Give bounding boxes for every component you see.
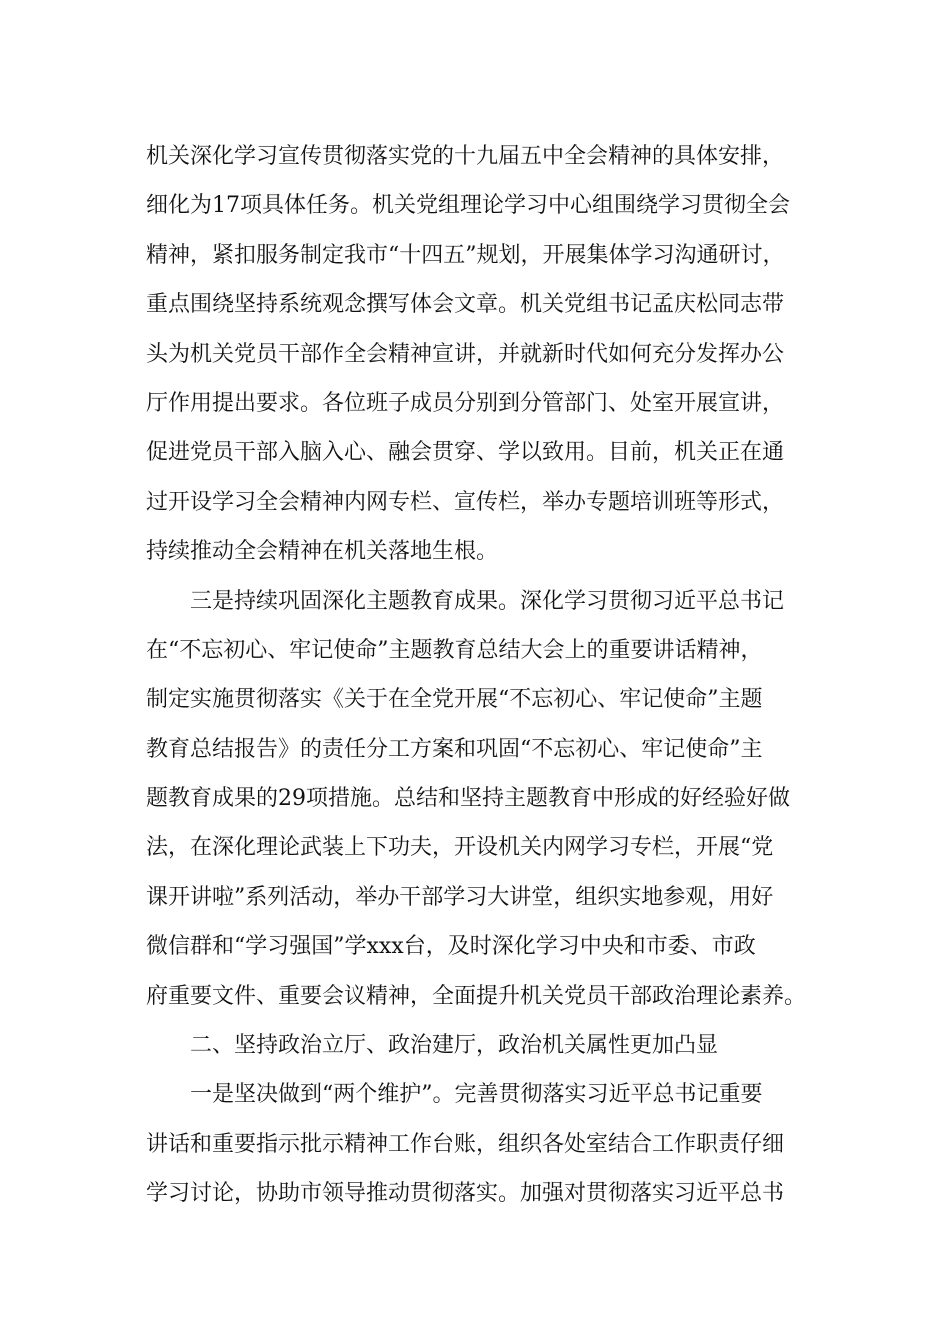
paragraph-start-line: 三是持续巩固深化主题教育成果。深化学习贯彻习近平总书记 (190, 588, 785, 614)
text-line: 学习讨论，协助市领导推动贯彻落实。加强对贯彻落实习近平总书 (146, 1181, 785, 1207)
section-heading: 二、坚持政治立厅、政治建厅，政治机关属性更加凸显 (190, 1033, 719, 1059)
text-line: 教育总结报告》的责任分工方案和巩固“不忘初心、牢记使命”主 (146, 736, 763, 762)
text-line: 重点围绕坚持系统观念撰写体会文章。机关党组书记孟庆松同志带 (146, 292, 785, 318)
text-line: 题教育成果的29项措施。总结和坚持主题教育中形成的好经验好做 (146, 786, 790, 812)
text-line: 持续推动全会精神在机关落地生根。 (146, 539, 499, 565)
text-line: 精神，紧扣服务制定我市“十四五”规划，开展集体学习沟通研讨， (146, 242, 785, 268)
text-line: 制定实施贯彻落实《关于在全党开展“不忘初心、牢记使命”主题 (146, 687, 763, 713)
text-line: 促进党员干部入脑入心、融会贯穿、学以致用。目前，机关正在通 (146, 440, 785, 466)
text-line: 讲话和重要指示批示精神工作台账，组织各处室结合工作职责仔细 (146, 1131, 785, 1157)
text-line: 机关深化学习宣传贯彻落实党的十九届五中全会精神的具体安排， (146, 144, 785, 169)
text-line: 过开设学习全会精神内网专栏、宣传栏，举办专题培训班等形式， (146, 489, 785, 515)
text-line: 在“不忘初心、牢记使命”主题教育总结大会上的重要讲话精神， (146, 637, 763, 663)
text-line: 府重要文件、重要会议精神，全面提升机关党员干部政治理论素养。 (146, 983, 807, 1009)
text-line: 法，在深化理论武装上下功夫，开设机关内网学习专栏，开展“党 (146, 835, 774, 861)
body-text (146, 132, 826, 1219)
paragraph-start-line: 一是坚决做到“两个维护”。完善贯彻落实习近平总书记重要 (190, 1082, 763, 1108)
text-line: 头为机关党员干部作全会精神宣讲，并就新时代如何充分发挥办公 (146, 341, 785, 367)
text-line: 微信群和“学习强国”学xxx台，及时深化学习中央和市委、市政 (146, 934, 756, 960)
text-line: 厅作用提出要求。各位班子成员分别到分管部门、处室开展宣讲， (146, 390, 785, 416)
text-line: 细化为17项具体任务。机关党组理论学习中心组围绕学习贯彻全会 (146, 193, 790, 219)
text-line: 课开讲啦”系列活动，举办干部学习大讲堂，组织实地参观，用好 (146, 884, 774, 910)
